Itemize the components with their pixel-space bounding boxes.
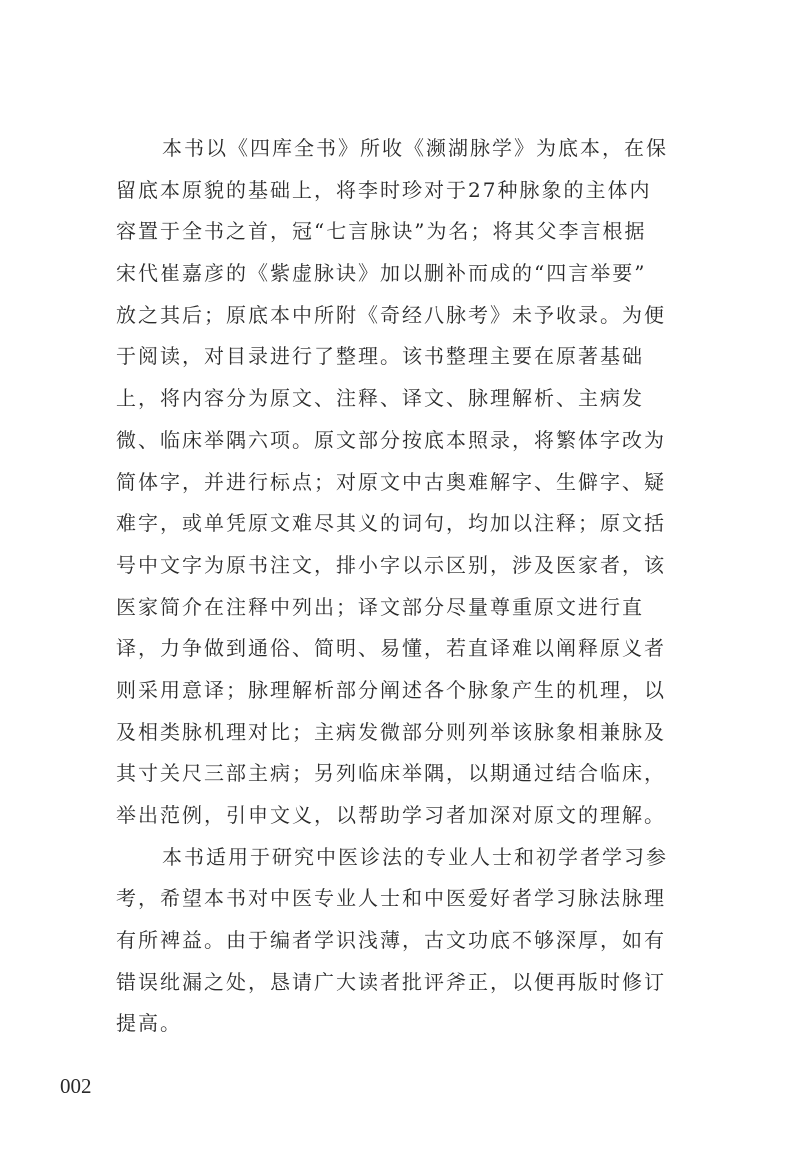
paragraph-1-line-4: 宋代崔嘉彦的《紫虚脉诀》加以删补而成的“四言举要” (116, 261, 647, 286)
paragraph-1-line-17: 举出范例，引申文义，以帮助学习者加深对原文的理解。 (116, 803, 666, 827)
paragraph-1-line-3: 容置于全书之首，冠“七言脉诀”为名；将其父李言根据 (116, 219, 647, 244)
paragraph-1-line-8: 微、临床举隅六项。原文部分按底本照录，将繁体字改为 (116, 427, 666, 452)
body-text (116, 128, 668, 1045)
paragraph-1-line-1: 本书以《四库全书》所收《濒湖脉学》为底本，在保 (162, 136, 668, 160)
paragraph-1-line-11: 号中文字为原书注文，排小字以示区别，涉及医家者，该 (116, 552, 666, 577)
paragraph-1-line-7: 上，将内容分为原文、注释、译文、脉理解析、主病发 (116, 386, 644, 411)
paragraph-2-line-4: 错误纰漏之处，恳请广大读者批评斧正，以便再版时修订 (116, 969, 666, 994)
page-number: 002 (60, 1074, 92, 1098)
paragraph-1-line-10: 难字，或单凭原文难尽其义的词句，均加以注释；原文括 (116, 511, 666, 536)
paragraph-1-line-14: 则采用意译；脉理解析部分阐述各个脉象产生的机理，以 (116, 677, 666, 702)
paragraph-2-line-5: 提高。 (116, 1011, 182, 1036)
paragraph-1-line-16: 其寸关尺三部主病；另列临床举隅，以期通过结合临床， (116, 761, 666, 786)
paragraph-2-line-1: 本书适用于研究中医诊法的专业人士和初学者学习参 (162, 844, 668, 869)
paragraph-1-line-15: 及相类脉机理对比；主病发微部分则列举该脉象相兼脉及 (116, 719, 666, 744)
paragraph-1-line-13: 译，力争做到通俗、简明、易懂，若直译难以阐释原义者 (116, 636, 666, 661)
paragraph-1-line-9: 简体字，并进行标点；对原文中古奥难解字、生僻字、疑 (116, 469, 666, 494)
paragraph-1-line-5: 放之其后；原底本中所附《奇经八脉考》未予收录。为便 (116, 302, 666, 327)
paragraph-2-line-2: 考，希望本书对中医专业人士和中医爱好者学习脉法脉理 (116, 886, 666, 911)
paragraph-1-line-6: 于阅读，对目录进行了整理。该书整理主要在原著基础 (116, 344, 644, 369)
paragraph-2-line-3: 有所裨益。由于编者学识浅薄，古文功底不够深厚，如有 (116, 928, 666, 953)
paragraph-1-line-2: 留底本原貌的基础上，将李时珍对于27种脉象的主体内 (116, 177, 652, 202)
paragraph-1-line-12: 医家简介在注释中列出；译文部分尽量尊重原文进行直 (116, 594, 644, 619)
